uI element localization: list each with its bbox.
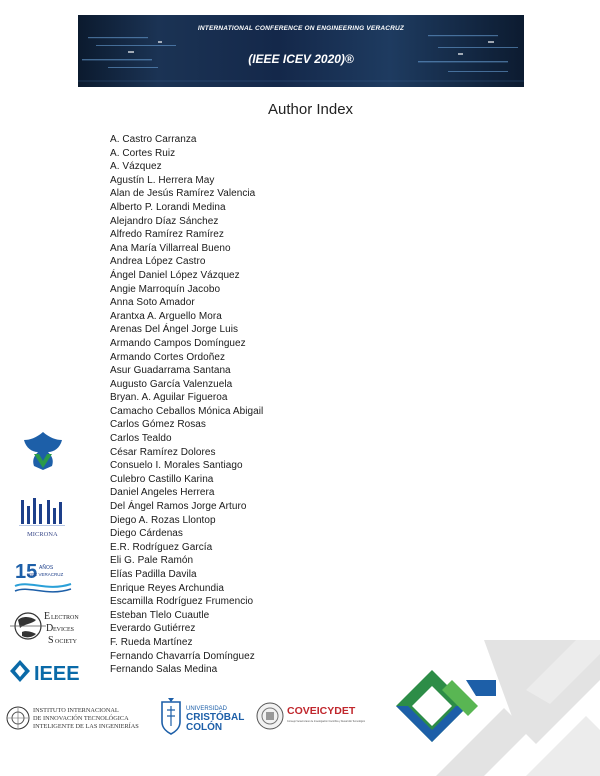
author-item: Carlos Gómez Rosas [110, 419, 206, 431]
micro-logo-text: MICRONA [27, 531, 58, 538]
author-item: Diego Cárdenas [110, 528, 183, 540]
anos-number: 15 [15, 561, 38, 583]
decorative-chevron-pattern [376, 640, 600, 776]
anos-subtitle: IEEE VERACRUZ [27, 572, 64, 577]
eds-line-2: EVICES [53, 627, 74, 633]
instituto-line-2: DE INNOVACIÓN TECNOLÓGICA [33, 715, 129, 722]
eds-letter-s: S [48, 635, 54, 646]
instituto-line-3: INTELIGENTE DE LAS INGENIERÍAS [33, 723, 139, 730]
author-item: Enrique Reyes Archundia [110, 582, 224, 594]
author-item: Esteban Tlelo Cuautle [110, 609, 210, 621]
author-item: Anna Soto Amador [110, 297, 195, 309]
author-item: Fernando Salas Medina [110, 664, 218, 676]
author-item: Diego A. Rozas Llontop [110, 514, 216, 526]
author-item: Del Ángel Ramos Jorge Arturo [110, 501, 247, 513]
coveicydet-subtitle: Consejo Veracruzano de Investigación Científica y Desarrollo Tecnológico [287, 720, 366, 723]
ucc-line-2: CRISTÓBAL [186, 712, 245, 723]
coveicydet-logo [256, 696, 374, 736]
author-item: Armando Campos Domínguez [110, 337, 246, 349]
author-item: E.R. Rodríguez García [110, 541, 213, 553]
author-item: Arenas Del Ángel Jorge Luis [110, 324, 239, 336]
ucc-shield-icon [162, 698, 180, 734]
micro-logo-icon [21, 498, 62, 524]
instituto-logo [4, 702, 154, 736]
author-item: Camacho Ceballos Mónica Abigail [110, 405, 264, 417]
ucc-line-1: UNIVERSIDAD [186, 706, 228, 712]
conference-banner [78, 15, 524, 87]
author-item: Alan de Jesús Ramírez Valencia [110, 188, 256, 200]
author-item: César Ramírez Dolores [110, 446, 216, 458]
ucc-line-3: COLÓN [186, 722, 223, 733]
author-item: Agustín L. Herrera May [110, 174, 215, 186]
uv-logo-icon [20, 430, 66, 472]
conference-acronym: (IEEE ICEV 2020)® [248, 52, 354, 66]
author-item: Asur Guadarrama Santana [110, 365, 231, 377]
author-item: Culebro Castillo Karina [110, 473, 214, 485]
universidad-cristobal-colon-logo [158, 696, 252, 736]
eds-globe-icon [10, 613, 46, 639]
author-list [110, 133, 263, 677]
author-item: A. Cortes Ruiz [110, 147, 176, 159]
author-item: F. Rueda Martínez [110, 636, 193, 648]
author-item: Consuelo I. Morales Santiago [110, 460, 243, 472]
author-item: Everardo Gutiérrez [110, 623, 196, 635]
instituto-line-1: INSTITUTO INTERNACIONAL [33, 707, 119, 714]
author-item: Augusto García Valenzuela [110, 378, 233, 390]
author-item: Andrea López Castro [110, 256, 206, 268]
author-item: Escamilla Rodríguez Frumencio [110, 596, 254, 608]
anos-word: AÑOS [39, 565, 54, 571]
author-item: Arantxa A. Arguello Mora [110, 310, 222, 322]
coveicydet-wordmark: COVEICYDET [287, 705, 356, 717]
conference-name: INTERNATIONAL CONFERENCE ON ENGINEERING VERACRUZ [197, 25, 405, 32]
author-item: Elías Padilla Davila [110, 569, 197, 580]
author-item: Alfredo Ramírez Ramírez [110, 229, 224, 241]
author-item: A. Castro Carranza [110, 134, 197, 145]
anos-logo [13, 556, 73, 598]
author-item: Carlos Tealdo [110, 433, 172, 445]
author-item: Daniel Angeles Herrera [110, 487, 215, 499]
electron-devices-society-logo [6, 606, 90, 646]
eds-line-1: LECTRON [51, 615, 79, 621]
eds-line-3: OCIETY [55, 639, 77, 645]
author-item: Alberto P. Lorandi Medina [110, 201, 226, 213]
eds-letter-d: D [46, 623, 54, 634]
author-item: Ana María Villarreal Bueno [110, 242, 231, 254]
author-item: A. Vázquez [110, 161, 162, 173]
author-item: Armando Cortes Ordoñez [110, 351, 226, 363]
author-item: Alejandro Díaz Sánchez [110, 215, 219, 227]
instituto-seal-icon [7, 707, 29, 729]
author-item: Ángel Daniel López Vázquez [110, 269, 240, 281]
veracruz-seal-icon [257, 703, 283, 729]
ieee-wordmark: IEEE [34, 663, 80, 684]
micro-logo [17, 494, 69, 538]
author-item: Angie Marroquín Jacobo [110, 283, 221, 295]
author-item: Eli G. Pale Ramón [110, 555, 194, 567]
author-item: Bryan. A. Aguilar Figueroa [110, 392, 228, 404]
anos-wave-icon [15, 584, 71, 587]
author-item: Fernando Chavarría Domínguez [110, 650, 255, 662]
ieee-logo [8, 658, 98, 684]
eds-letter-e: E [44, 611, 51, 622]
page-title: Author Index [268, 101, 354, 118]
